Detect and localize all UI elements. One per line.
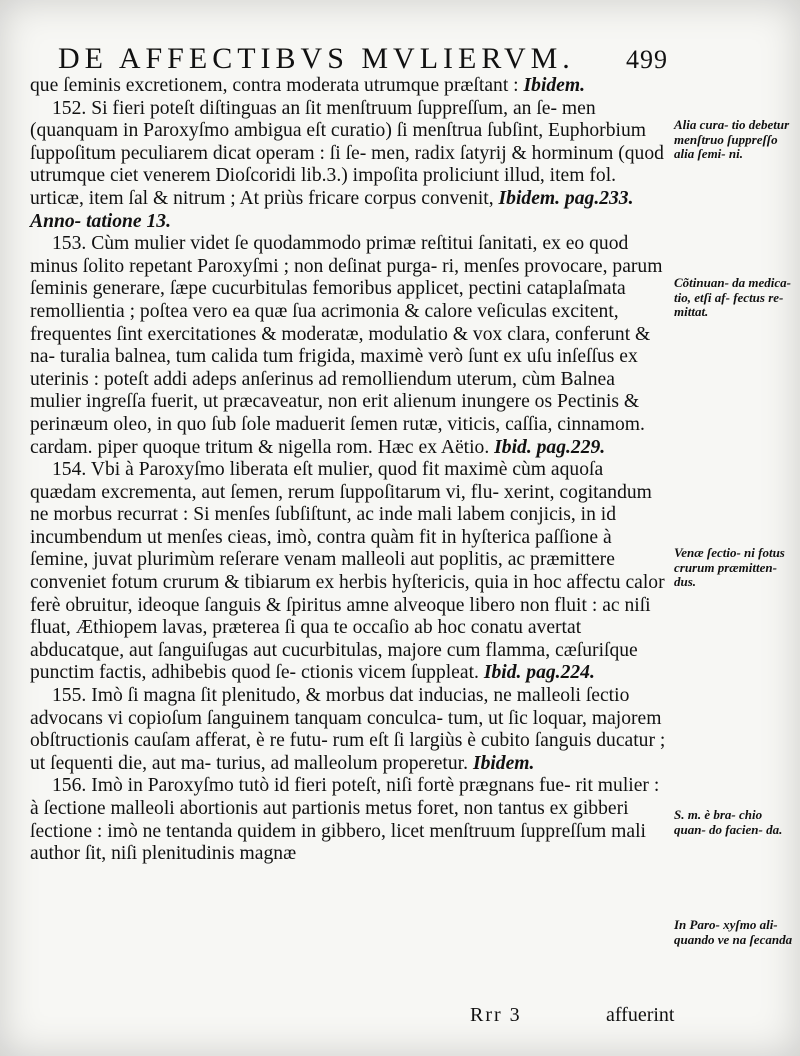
paragraph-text: 156. Imò in Paroxyſmo tutò id fieri poteſt, niſi fortè prægnans fue- rit mulier : à ſectione malleoli abortionis aut partionis metus foret, non tantus ex gibberi ſectione : imò ne tentanda quidem in gibbero, licet menſtruum ſuppreſſum mali author ſit, niſi plenitudinis magnæ <box>30 775 660 865</box>
citation: Ibid. pag.224. <box>483 662 595 684</box>
signature-mark: Rrr 3 <box>470 1004 522 1026</box>
paragraph-text: 152. Si fieri poteſt diſtinguas an ſit menſtruum ſuppreſſum, an ſe- men (quanquam in Paroxyſmo ambigua eſt curatio) ſi menſtrua ſubſint, Euphorbium ſuppoſitum peculiarem dicat operam : ſi ſe- men, radix ſatyrij & horminum (quod utrumque ciet venerem Dioſcoridi lib.3.) impoſita proliciunt illud, item fol. urticæ, item ſal & nitrum ; At priùs fricare corpus convenit, <box>30 97 664 209</box>
paragraph-152 <box>30 98 670 234</box>
margin-note: Cõtinuan- da medica- tio, etſi af- fectus re- mittat. <box>674 275 792 319</box>
citation: Ibid. pag.229. <box>494 436 606 458</box>
margin-note: In Paro- xyſmo ali- quando ve na ſecanda <box>674 917 793 947</box>
paragraph-154 <box>30 459 670 685</box>
page-number: 499 <box>626 45 668 74</box>
margin-note: S. m. è bra- chio quan- do facien- da. <box>674 807 783 837</box>
paragraph-153 <box>30 233 670 459</box>
margin-note: Alia cura- tio debetur menſtruo ſuppreſſo alia ſemi- ni. <box>674 117 790 161</box>
citation: Ibidem. <box>523 75 586 96</box>
main-text <box>30 75 670 866</box>
paragraph-text: que ſeminis excretionem, contra moderata utrumque præſtant : <box>30 75 519 96</box>
paragraph-155 <box>30 685 670 775</box>
paragraph-text: 153. Cùm mulier videt ſe quodammodo primæ reſtitui ſanitati, ex eo quod minus ſolito repetant Paroxyſmi ; non deſinat purga- ri, menſes provocare, parum ſeminis generare, ſæpe cucurbitulas femoribus applicet, pectini cataplaſmata remollientia ; poſtea vero ea quæ ſua acrimonia & calore veſiculas excitent, frequentes ſint exercitationes & moderatæ, modulatio & vox clara, conferunt & na- turalia balnea, tum calida tum frigida, maximè verò ſunt ex uſu inſeſſus ex uterinis : poteſt addi adeps anſerinus ad remolliendum uterum, cùm Balnea mulier ingreſſa fuerit, ut præcaveatur, non erit alienum inungere os Pectinis & perinæum oleo, in quo ſub ſole maduerit ſemen rutæ, viticis, caſſia, cinnamom. cardam. piper quoque tritum & nigella rom. Hæc ex Aëtio. <box>30 233 663 458</box>
citation: Ibidem. <box>472 752 535 774</box>
running-title: DE AFFECTIBVS MVLIERVM. <box>58 42 575 75</box>
paragraph-text: 155. Imò ſi magna ſit plenitudo, & morbus dat inducias, ne malleoli ſectio advocans vi copioſum ſanguinem tanquam conculca- tum, ut ſic loquar, majorem obſtructionis cauſam afferat, è re futu- rum eſt ſi largiùs è cubito ſanguis ducatur ; ut ſequenti die, aut ma- turius, ad malleolum properetur. <box>30 685 666 774</box>
paragraph-continuation <box>30 75 670 98</box>
catchword: affuerint <box>606 1004 675 1026</box>
paragraph-text: 154. Vbi à Paroxyſmo liberata eſt mulier, quod fit maximè cùm aquoſa quædam excrementa, aut ſemen, rerum ſuppoſitarum vi, flu- xerint, cogitandum ne morbus recurrat : Si menſes ſubſiſtunt, ac inde mali labem conjicis, in id incumbendum ut menſes cieas, imò, contra quàm fit in hyſterica paſſione à ſemine, juvat plurimùm reſerare venam malleoli aut poplitis, ac præmittere conveniet fotum crurum & tibiarum ex herbis hyſtericis, quia in hoc affectu calor ferè obruitur, ideoque ſanguis & ſpiritus amne alveoque libero non fluit : ac niſi fluat, Æthiopem lavas, præterea ſi qua te occaſio ab hoc conatu avertat abducatque, aut ſanguiſugas aut cucurbitulas, majore cum flamma, cæſuriſque punctim factis, adhibebis quod ſe- ctionis vicem ſuppleat. <box>30 459 665 684</box>
citation: Ibidem. pag.233. Anno- tatione 13. <box>30 187 634 232</box>
running-header <box>58 42 668 76</box>
margin-note: Venæ ſectio- ni fotus crurum præmitten- dus. <box>674 545 785 589</box>
paragraph-156 <box>30 775 670 865</box>
